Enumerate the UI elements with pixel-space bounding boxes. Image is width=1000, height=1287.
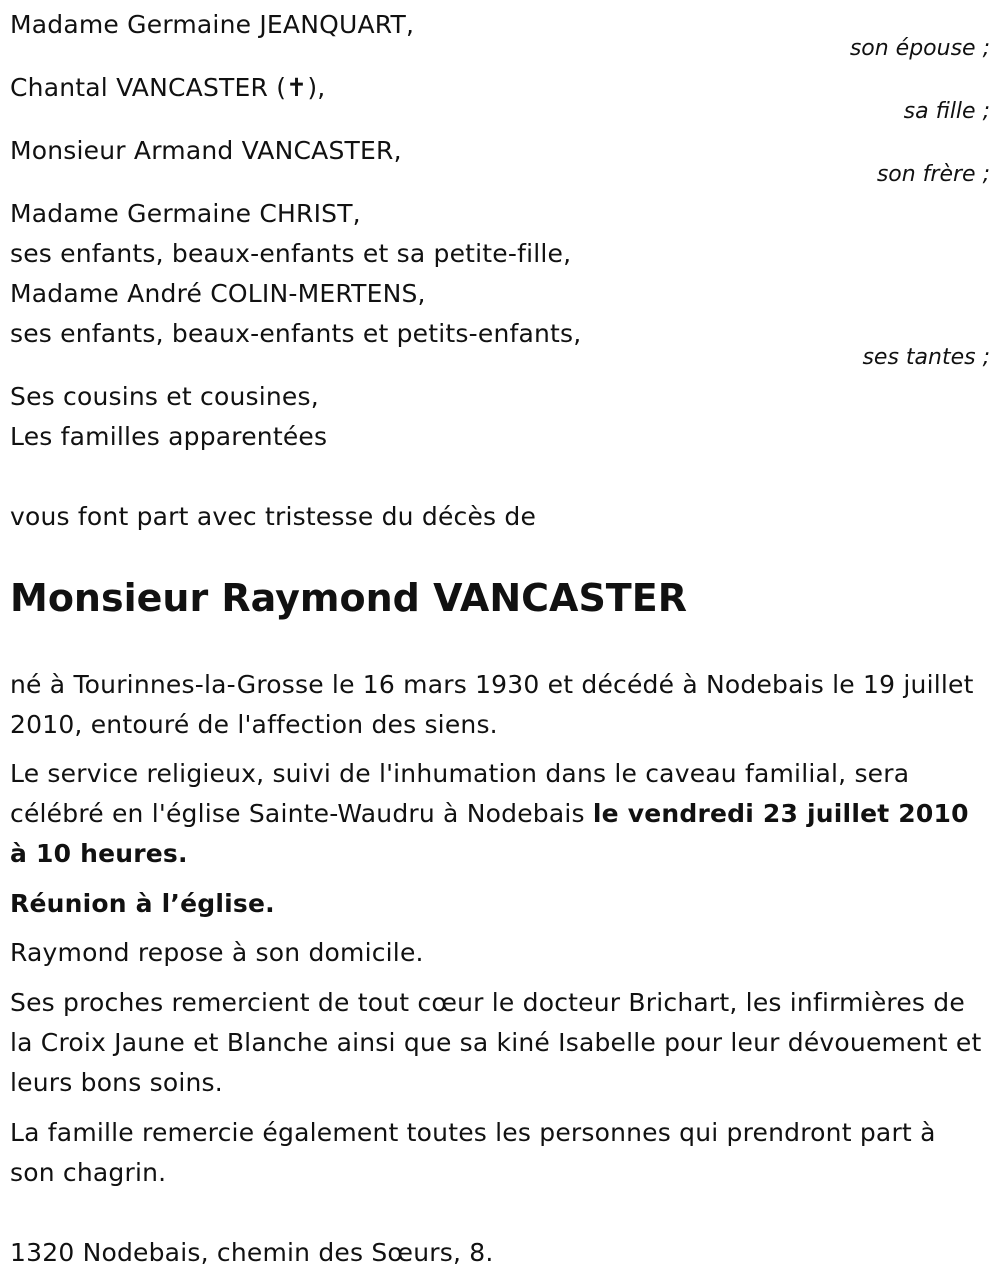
announcement: vous font part avec tristesse du décès de <box>10 502 537 531</box>
daughter-name: Chantal VANCASTER (✝), <box>10 73 326 102</box>
service-date: le vendredi 23 juillet 2010 à 10 heures. <box>10 799 969 868</box>
cousins-line: Ses cousins et cousines, <box>10 382 319 411</box>
family-thanks-paragraph: La famille remercie également toutes les personnes qui prendront part à son chagrin. <box>10 1118 936 1187</box>
aunt-line: ses enfants, beaux-enfants et sa petite-fille, <box>10 239 572 268</box>
aunt-line: Madame André COLIN-MERTENS, <box>10 279 426 308</box>
service-paragraph: Le service religieux, suivi de l'inhumation dans le caveau familial, sera célébré en l'église Sainte-Waudru à Nodebais le vendredi 23 juillet 2010 à 10 heures. <box>10 759 969 868</box>
address: 1320 Nodebais, chemin des Sœurs, 8. <box>10 1238 494 1267</box>
cross-icon: ✝ <box>286 73 308 102</box>
related-families-line: Les familles apparentées <box>10 422 328 451</box>
wife-relation: son épouse ; <box>849 36 990 61</box>
birth-death-paragraph: né à Tourinnes-la-Grosse le 16 mars 1930 et décédé à Nodebais le 19 juillet 2010, entouré de l'affection des siens. <box>10 670 974 739</box>
daughter-relation: sa fille ; <box>903 99 990 124</box>
meeting-paragraph: Réunion à l’église. <box>10 889 275 918</box>
brother-name: Monsieur Armand VANCASTER, <box>10 136 402 165</box>
aunt-line: ses enfants, beaux-enfants et petits-enfants, <box>10 319 582 348</box>
rest-paragraph: Raymond repose à son domicile. <box>10 938 424 967</box>
deceased-name: Monsieur Raymond VANCASTER <box>10 576 687 620</box>
wife-name: Madame Germaine JEANQUART, <box>10 10 415 39</box>
aunts-relation: ses tantes ; <box>862 345 990 370</box>
thanks-paragraph: Ses proches remercient de tout cœur le docteur Brichart, les infirmières de la Croix Jaune et Blanche ainsi que sa kiné Isabelle pour leur dévouement et leurs bons soins. <box>10 988 982 1097</box>
brother-relation: son frère ; <box>876 162 990 187</box>
aunt-line: Madame Germaine CHRIST, <box>10 199 361 228</box>
